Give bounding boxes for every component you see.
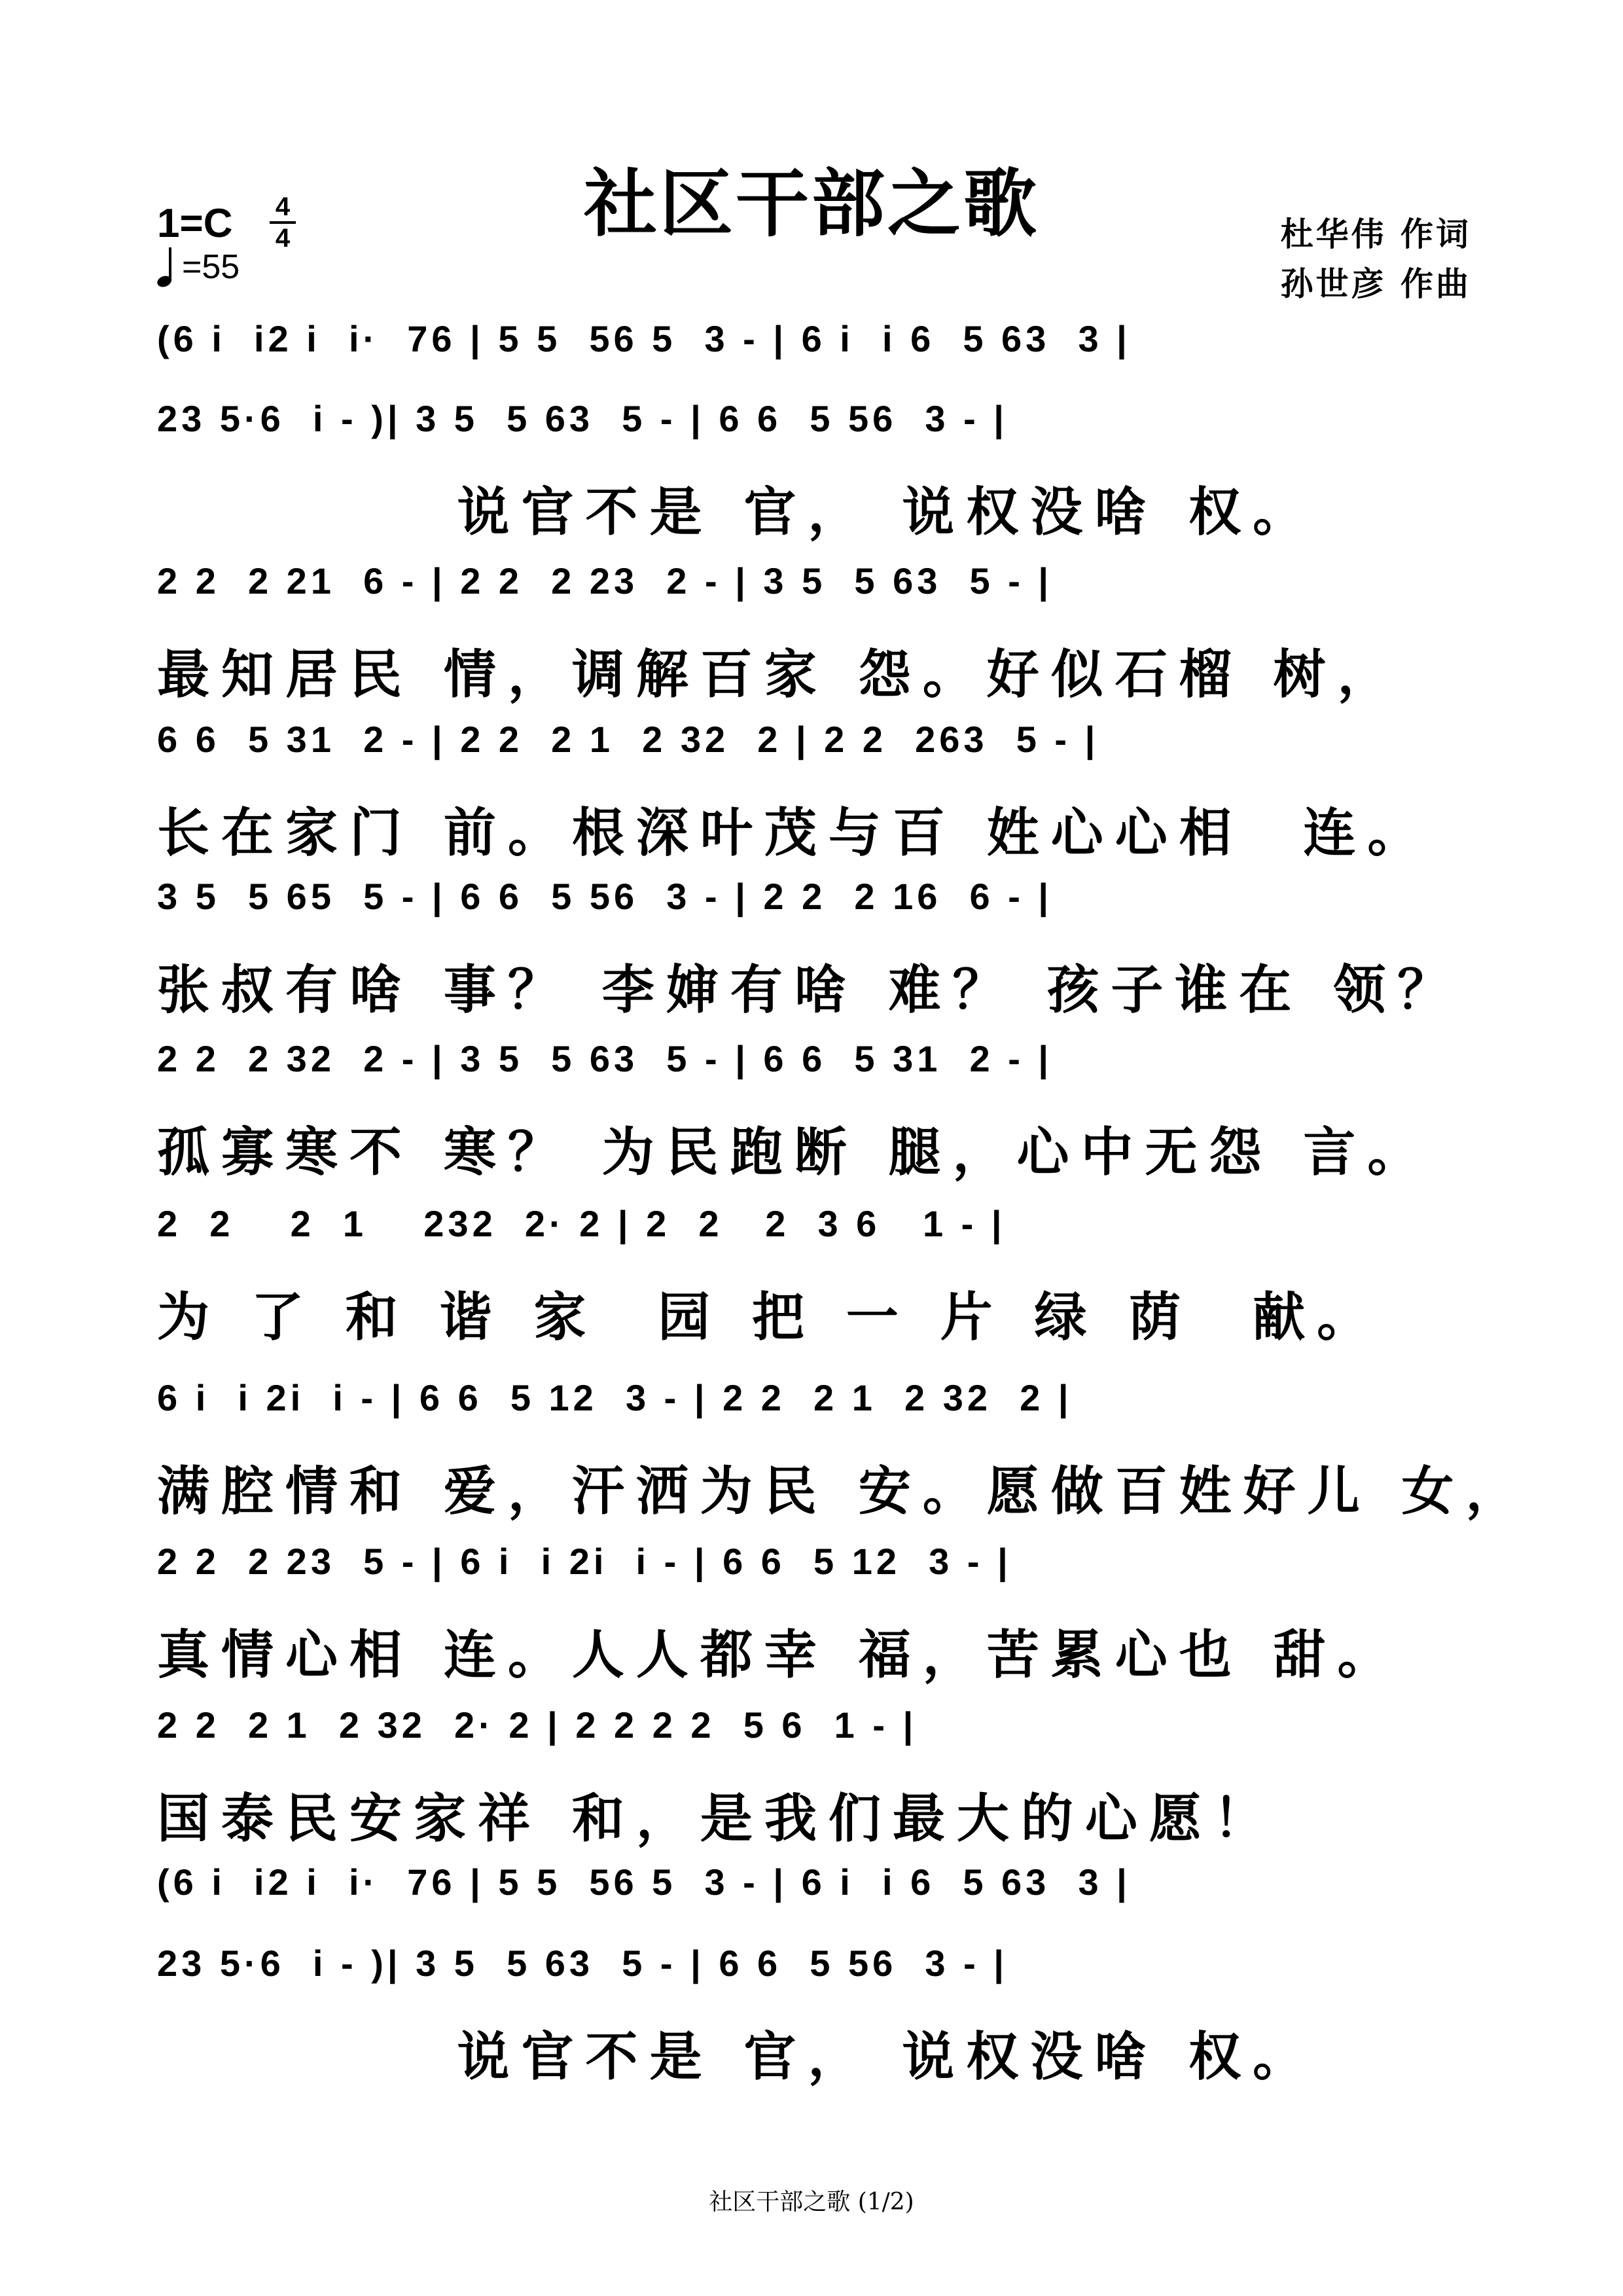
time-signature-top: 4 bbox=[275, 192, 291, 221]
lyric-line: 长在家门 前。根深叶茂与百 姓心心相 连。 bbox=[157, 802, 1432, 863]
time-signature-bottom: 4 bbox=[275, 224, 291, 253]
lyric-line: 真情心相 连。人人都幸 福，苦累心也 甜。 bbox=[157, 1624, 1402, 1685]
notation-line: 23 5·6 i - )| 3 5 5 63 5 - | 6 6 5 56 3 - | bbox=[157, 1943, 1008, 1984]
score-row bbox=[157, 1033, 1466, 1183]
score-row bbox=[157, 1198, 1466, 1348]
quarter-note-stem bbox=[169, 247, 171, 281]
composer-credit: 孙世彦 作曲 bbox=[1280, 265, 1471, 303]
lyric-line: 最知居民 情，调解百家 怨。好似石榴 树， bbox=[157, 644, 1402, 705]
time-signature bbox=[270, 194, 296, 251]
score-row bbox=[157, 393, 1466, 543]
key-signature: 1=C bbox=[157, 201, 233, 246]
score-row bbox=[157, 1937, 1466, 2087]
notation-line: (6 i i2 i i· 76 | 5 5 56 5 3 - | 6 i i 6 5 63 3 | bbox=[157, 318, 1131, 359]
notation-line: 2 2 2 32 2 - | 3 5 5 63 5 - | 6 6 5 31 2 - | bbox=[157, 1038, 1053, 1079]
notation-line: (6 i i2 i i· 76 | 5 5 56 5 3 - | 6 i i 6 5 63 3 | bbox=[157, 1861, 1131, 1903]
notation-line: 23 5·6 i - )| 3 5 5 63 5 - | 6 6 5 56 3 - | bbox=[157, 398, 1008, 439]
lyric-line: 满腔情和 爱，汗洒为民 安。愿做百姓好儿 女， bbox=[157, 1461, 1530, 1522]
notation-line: 2 2 2 21 6 - | 2 2 2 23 2 - | 3 5 5 63 5 - | bbox=[157, 560, 1053, 601]
lyric-line: 国泰民安家祥 和，是我们最大的心愿！ bbox=[157, 1788, 1277, 1849]
notation-line: 2 2 2 1 232 2· 2 | 2 2 2 3 6 1 - | bbox=[157, 1203, 1006, 1244]
score-row bbox=[157, 870, 1466, 1020]
page-footer: 社区干部之歌 (1/2) bbox=[709, 2189, 914, 2215]
score-row bbox=[157, 1535, 1466, 1685]
score-row bbox=[157, 555, 1466, 705]
lyricist-credit: 杜华伟 作词 bbox=[1280, 215, 1471, 253]
notation-line: 2 2 2 23 5 - | 6 i i 2i i - | 6 6 5 12 3 - | bbox=[157, 1541, 1012, 1582]
notation-line: 6 i i 2i i - | 6 6 5 12 3 - | 2 2 2 1 2 32 2 | bbox=[157, 1377, 1073, 1418]
song-title: 社区干部之歌 bbox=[584, 161, 1039, 247]
lyric-line: 为 了 和 谐 家 园 把 一 片 绿 荫 献。 bbox=[157, 1287, 1382, 1348]
tempo-marking bbox=[157, 247, 240, 287]
score-row bbox=[157, 713, 1466, 863]
lyric-line: 说官不是 官， 说权没啥 权。 bbox=[157, 482, 1317, 543]
tempo-value: =55 bbox=[182, 248, 240, 286]
lyric-line: 孤寡寒不 寒？ 为民跑断 腿，心中无怨 言。 bbox=[157, 1122, 1432, 1183]
notation-line: 3 5 5 65 5 - | 6 6 5 56 3 - | 2 2 2 16 6 - | bbox=[157, 876, 1053, 917]
lyric-line: 张叔有啥 事？ 李婶有啥 难？ 孩子谁在 领？ bbox=[157, 960, 1462, 1020]
lyric-line: 说官不是 官， 说权没啥 权。 bbox=[157, 2026, 1317, 2087]
score-row bbox=[157, 1372, 1530, 1522]
score-row bbox=[157, 1699, 1466, 1849]
notation-line: 6 6 5 31 2 - | 2 2 2 1 2 32 2 | 2 2 263 5 - | bbox=[157, 719, 1099, 760]
notation-line: 2 2 2 1 2 32 2· 2 | 2 2 2 2 5 6 1 - | bbox=[157, 1704, 918, 1746]
